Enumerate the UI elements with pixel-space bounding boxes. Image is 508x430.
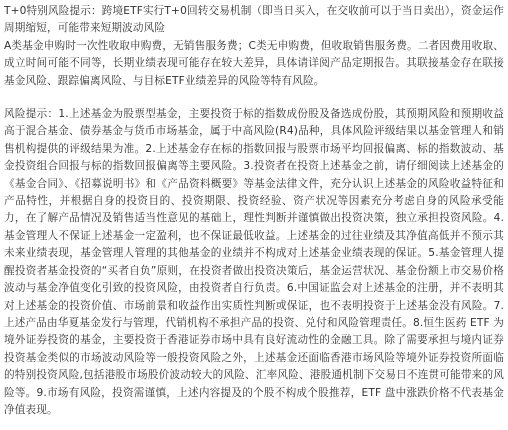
paragraph-spacer [4,90,504,106]
risk-notice-paragraph: 风险提示：1.上述基金为股票型基金，主要投资于标的指数成份股及备选成份股，其预期风险和预期收益高于混合基金、债券基金与货币市场基金，属于中高风险(R4)品种，具体风险评级结果以基金管理人和销售机构提供的评级结果为准。2.上述基金存在标的指数回报与股票市场平均回报偏离、标的指数波动、基金投资组合回报与标的指数回报偏离等主要风险。3.投资者在投资上述基金之前，请仔细阅读上述基金的《基金合同》、《招募说明书》和《产品资料概要》等基金法律文件，充分认识上述基金的风险收益特征和产品特性，并根据自身的投资目的、投资期限、投资经验、资产状况等因素充分考虑自身的风险承受能力，在了解产品情况及销售适当性意见的基础上，理性判断并谨慎做出投资决策，独立承担投资风险。4.基金管理人不保证上述基金一定盈利，也不保证最低收益。上述基金的过往业绩及其净值高低并不预示其未来业绩表现，基金管理人管理的其他基金的业绩并不构成对上述基金业绩表现的保证。5.基金管理人提醒投资者基金投资的“买者自负”原则，在投资者做出投资决策后，基金运营状况、基金份额上市交易价格波动与基金净值变化引致的投资风险，由投资者自行负责。6.中国证监会对上述基金的注册，并不表明其对上述基金的投资价值、市场前景和收益作出实质性判断或保证，也不表明投资于上述基金没有风险。7.上述产品由华夏基金发行与管理，代销机构不承担产品的投资、兑付和风险管理责任。8.恒生医药 ETF 为境外证券投资的基金，主要投资于香港证券市场中具有良好流动性的金融工具。除了需要承担与境内证券投资基金类似的市场波动风险等一般投资风险之外，上述基金还面临香港市场风险等境外证券投资所面临的特别投资风险,包括港股市场股价波动较大的风险、汇率风险、港股通机制下交易日不连贯可能带来的风险等。9.市场有风险，投资需谨慎，上述内容提及的个股不构成个股推荐，ETF 盘中涨跌价格不代表基金净值表现。 [4,108,504,416]
intro-paragraph: T+0特别风险提示：跨境ETF实行T+0回转交易机制（即当日买入，在交收前可以于当日卖出），资金运作周期缩短，可能带来短期波动风险 A类基金申购时一次性收取申购费，无销售服务费；C类无申购费，但收取销售服务费。二者因费用收取、成立时间可能不同等，长期业绩表现可能存在较大差异，具体请详阅产品定期报告。其联接基金存在联接基金风险、跟踪偏离风险、与目标ETF业绩差异的风险等特有风险。 [4,5,504,87]
